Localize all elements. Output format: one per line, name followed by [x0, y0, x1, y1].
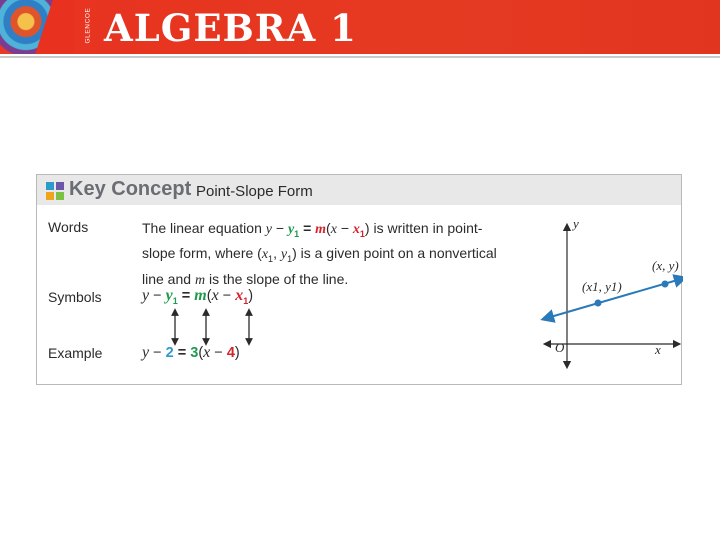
point-x-y [662, 281, 669, 288]
page-title: ALGEBRA 1 [104, 6, 357, 50]
card-header [37, 175, 681, 205]
point-slope-graph [507, 215, 683, 375]
y-axis-label: y [573, 216, 579, 231]
point-x1-y1 [595, 300, 602, 307]
example-label: Example [48, 345, 103, 361]
header-banner [0, 0, 720, 54]
point-x-y-label: (x, y) [652, 258, 679, 273]
example-equation: y − 2 = 3(x − 4) [142, 344, 240, 361]
point-x1-y1-label: (x1, y1) [582, 279, 622, 294]
origin-label: O [555, 340, 565, 355]
x-axis-label: x [655, 342, 661, 357]
symbols-label: Symbols [48, 289, 102, 305]
words-definition: The linear equation $y - y_1 = m(x - x_1)$ is written in point-slope form, where ($x_1$, $y_1$) is a given point on a nonvertical line and m is the slope of the line. [142, 220, 497, 288]
correspondence-arrows [162, 308, 262, 346]
header-divider [0, 56, 720, 58]
words-label: Words [48, 219, 89, 235]
card-topic: Point-Slope Form [196, 183, 313, 200]
brand-text: GLENCOE [84, 7, 92, 44]
key-concept-card [36, 174, 682, 385]
brand-logo [83, 8, 95, 48]
banner-artwork [0, 0, 74, 54]
key-concept-icon [45, 181, 65, 201]
card-heading: Key Concept [69, 178, 192, 200]
symbols-equation: $y - y_1 = m(x - x_1)$ [142, 287, 254, 306]
